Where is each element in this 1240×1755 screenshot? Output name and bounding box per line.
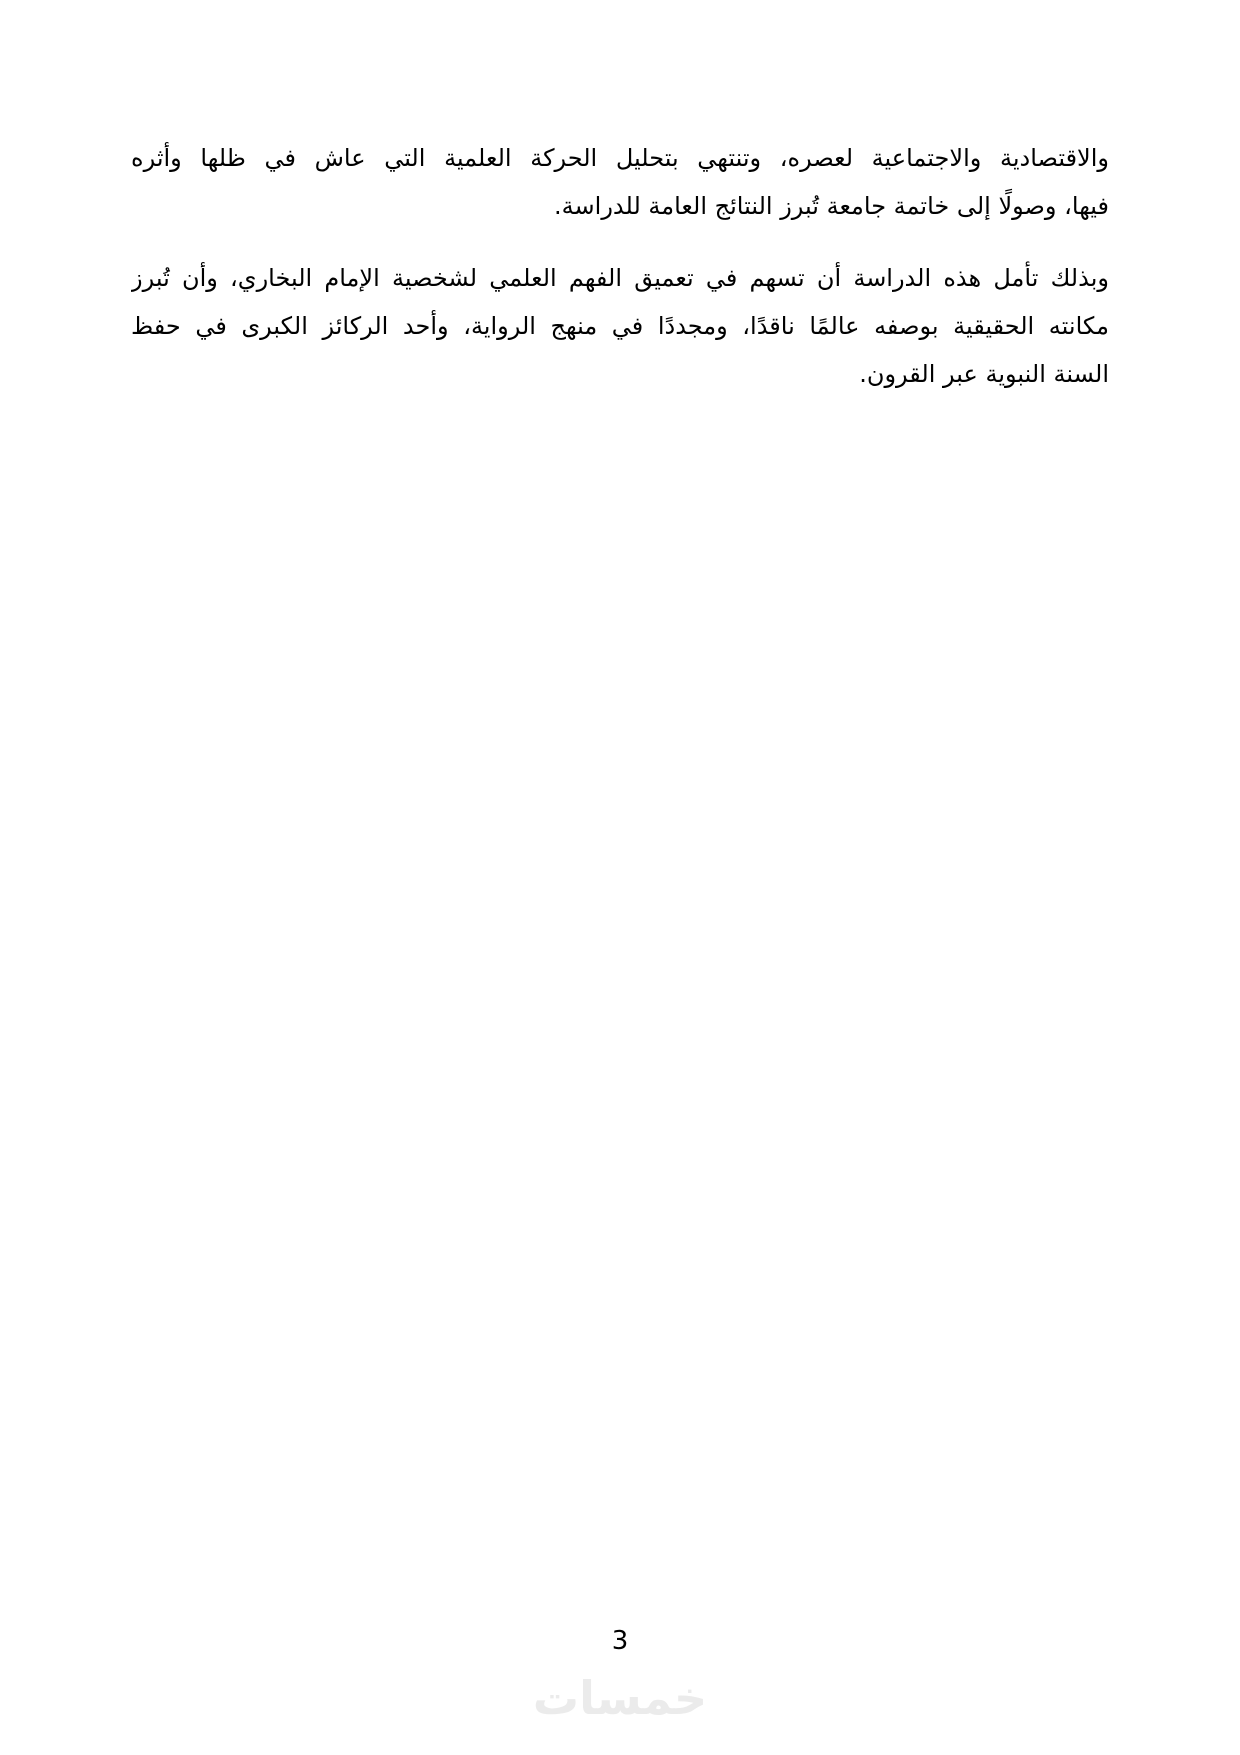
paragraph-2-line-3: السنة النبوية عبر القرون. (859, 360, 1109, 388)
paragraph-1 (131, 134, 1109, 230)
paragraph-2-line-2: مكانته الحقيقية بوصفه عالمًا ناقدًا، ومجددًا في منهج الرواية، وأحد الركائز الكبرى في حفظ (131, 312, 1109, 340)
body-text (131, 134, 1109, 398)
khamsat-logo-watermark: خمسات (532, 1671, 708, 1725)
page-number: 3 (611, 1626, 629, 1656)
paragraph-1-line-2: فيها، وصولًا إلى خاتمة جامعة تُبرز النتائج العامة للدراسة. (554, 192, 1109, 220)
paragraph-2-line-1: وبذلك تأمل هذه الدراسة أن تسهم في تعميق الفهم العلمي لشخصية الإمام البخاري، وأن تُبرز (131, 264, 1109, 292)
watermark (0, 1671, 1240, 1725)
paragraph-1-line-1: والاقتصادية والاجتماعية لعصره، وتنتهي بتحليل الحركة العلمية التي عاش في ظلها وأثره (131, 144, 1109, 172)
page-footer (0, 1624, 1240, 1658)
paragraph-2 (131, 254, 1109, 398)
